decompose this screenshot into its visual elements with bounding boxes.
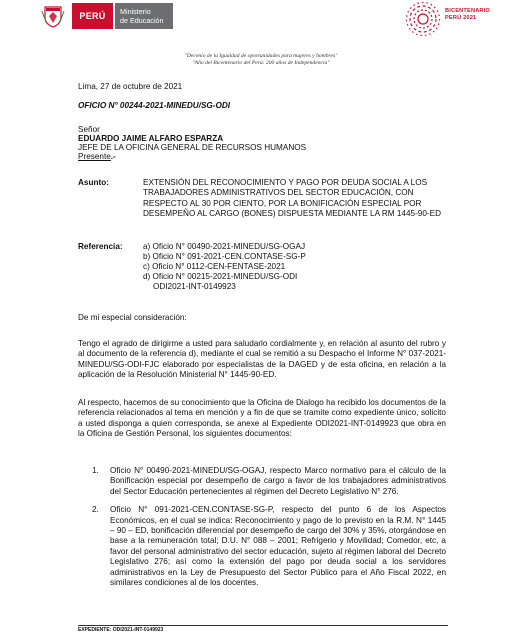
asunto-label: Asunto: — [78, 178, 109, 187]
bicentenario-logo-icon — [405, 0, 441, 36]
recipient-position: JEFE DE LA OFICINA GENERAL DE RECURSOS HUMANOS — [78, 143, 307, 152]
referencia-item: c) Oficio N° 0112-CEN-FENTASE-2021 — [143, 262, 286, 271]
referencia-item: ODI2021-INT-0149923 — [153, 282, 236, 291]
referencia-item: b) Oficio N° 091-2021-CEN.CONTASE-SG-P — [143, 252, 306, 261]
presente-suffix: .- — [110, 152, 116, 161]
paragraph-1: Tengo el agrado de dirigirme a usted para saludarlo cordialmente y, en relación al asunto del rubro y al documento de la referencia d), mediante el cual se remitió a su Despacho el Informe N° 037-2021-MINEDU/SG-ODI-FJC elaborado por especialistas de la DAGED y de esta oficina, en relación a la aplicación de la Resolución Ministerial N° 1445-90-ED. — [78, 339, 446, 380]
referencia-item: d) Oficio N° 00215-2021-MINEDU/SG-ODI — [143, 272, 298, 281]
list-item-text: Oficio N° 00490-2021-MINEDU/SG-OGAJ, respecto Marco normativo para el cálculo de la Bonificación especial por desempeño de cargo a favor de los trabajadores administrativos del Sector Educación pertenecientes al régimen del Decreto Legislativo N° 276. — [110, 466, 446, 496]
decenio-line2: "Año del Bicentenario del Perú: 200 años de Independencia" — [192, 60, 330, 66]
bicentenario-line2: PERÚ 2021 — [445, 15, 477, 21]
asunto-text: EXTENSIÓN DEL RECONOCIMIENTO Y PAGO POR DEUDA SOCIAL A LOS TRABAJADORES ADMINISTRATIVOS DEL SECTOR EDUCACIÓN, CON RESPECTO AL 30 POR CIENTO, POR LA BONIFICACIÓN ESPECIAL POR DESEMPEÑO AL CARGO (BONES) DISPUESTA MEDIANTE LA RM 1445-90-ED — [143, 178, 442, 219]
coat-of-arms-icon — [40, 3, 66, 29]
ministerio-line1: Ministerio — [120, 7, 151, 16]
referencia-list — [143, 242, 306, 292]
list-item-number: 2. — [92, 505, 99, 515]
decenio-line1: "Decenio de la Igualdad de oportunidades para mujeres y hombres" — [184, 53, 338, 59]
referencia-item: a) Oficio N° 00490-2021-MINEDU/SG-OGAJ — [143, 242, 306, 251]
paragraph-2: Al respecto, hacemos de su conocimiento que la Oficina de Dialogo ha recibido los documentos de la referencia relacionados al tema en mención y a fin de que se tramite como expediente único, solicito a usted disponga a quien corresponda, se anexe al Expediente ODI2021-INT-0149923 que obra en la Oficina de Gestión Personal, los siguientes documentos: — [78, 398, 446, 439]
document-date: Lima, 27 de octubre de 2021 — [78, 82, 183, 91]
bicentenario-line1: BICENTENARIO — [445, 8, 490, 14]
peru-label: PERÚ — [72, 3, 113, 29]
referencia-label: Referencia: — [78, 242, 123, 251]
ministerio-label — [115, 3, 173, 29]
recipient-salutation: Señor — [78, 125, 100, 134]
consideracion-text: De mi especial consideración: — [78, 313, 187, 322]
expediente-footer: EXPEDIENTE: ODI2021-INT-0149923 — [78, 625, 448, 635]
list-item — [92, 466, 446, 497]
list-item — [92, 505, 446, 588]
recipient-name: EDUARDO JAIME ALFARO ESPARZA — [78, 134, 224, 143]
list-item-number: 1. — [92, 466, 99, 475]
bicentenario-label — [445, 8, 490, 22]
document-list — [92, 466, 446, 596]
oficio-number: OFICIO N° 00244-2021-MINEDU/SG-ODI — [78, 101, 231, 110]
presente-line — [78, 152, 116, 162]
list-item-text: Oficio N° 091-2021-CEN.CONTASE-SG-P, respecto del punto 6 de los Aspectos Económicos, en el cual se indica: Reconocimiento y pago de lo previsto en la R.M. N° 1445 – 90 – ED, bonificación diferencial por desempeño de cargo del 30% y 35%, otorgándose en base a la remuneración total; D.U. N° 088 – 2001; Refrigerio y Movilidad; Comedor, etc, a favor del personal administrativo del sector educación, sujeto al régimen laboral del Decreto Legislativo 276; así como la extensión del pago por deuda social a los servidores administrativos en la Ley de Presupuesto del Sector Público para el Año Fiscal 2022, en similares condiciones al de los docentes. — [110, 505, 446, 588]
presente-text: Presente — [78, 152, 111, 161]
ministerio-line2: de Educación — [120, 16, 164, 25]
decenio-banner — [0, 53, 522, 67]
